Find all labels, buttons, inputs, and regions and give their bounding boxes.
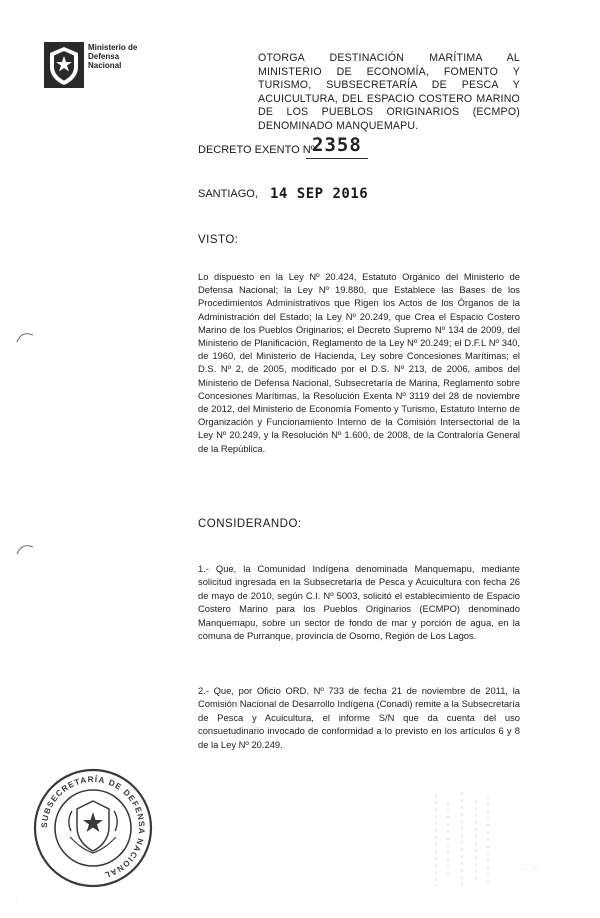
margin-scan-mark	[14, 542, 36, 556]
considerando-paragraph: 1.- Que, la Comunidad Indígena denominada Manquemapu, mediante solicitud ingresada en la Subsecretaría de Pesca y Acuicultura con fecha 26 de mayo de 2010, según C.I. Nº 5003, solicitó el establecimiento de Espacio Costero Marino para los Pueblos Originarios (ECMPO) denominado Manquemapu, sobre un sector de fondo de mar y porción de agua, en la comuna de Purranque, provincia de Osorno, Región de Los Lagos.	[198, 563, 520, 642]
faint-stamp-mark	[428, 788, 498, 892]
date-stamp: 14 SEP 2016	[270, 186, 369, 202]
considerando-heading: CONSIDERANDO:	[198, 518, 302, 530]
scan-dots: ·· ··	[520, 866, 542, 873]
ministry-name-line: Nacional	[88, 61, 122, 70]
coat-of-arms-icon	[42, 40, 86, 90]
visto-heading: VISTO:	[198, 234, 239, 246]
ministry-name-line: Defensa	[88, 52, 120, 61]
city-label: SANTIAGO,	[198, 188, 258, 200]
ministry-name	[88, 43, 154, 70]
considerando-paragraph: 2.- Que, por Oficio ORD. Nº 733 de fecha 21 de noviembre de 2011, la Comisión Nacional de Desarrollo Indígena (Conadi) remite a la Subsecretaría de Pesca y Acuicultura, el informe S/N que da cuenta del uso consuetudinario invocado de conformidad a lo previsto en los artículos 6 y 8 de la Ley Nº 20.249.	[198, 685, 520, 750]
margin-scan-mark	[14, 330, 36, 344]
ministry-logo	[42, 40, 154, 90]
decree-number-stamp: 2358	[312, 134, 362, 156]
ministry-name-line: Ministerio de	[88, 43, 138, 52]
stamp-ring-text: SUBSECRETARÍA DE DEFENSA NACIONAL	[39, 774, 147, 880]
official-round-stamp	[30, 765, 156, 891]
stamp-emblem-icon	[69, 801, 117, 853]
visto-paragraph: Lo dispuesto en la Ley Nº 20.424, Estatuto Orgánico del Ministerio de Defensa Nacional; la Ley Nº 19.880, que Establece las Bases de los Procedimientos Administrativos que Rigen los Actos de los Órganos de la Administración del Estado; la Ley Nº 20.249, que Crea el Espacio Costero Marino de los Pueblos Originarios; el Decreto Supremo Nº 134 de 2009, del Ministerio de Planificación, Reglamento de la Ley Nº 20.249; el D.F.L Nº 340, de 1960, del Ministerio de Hacienda, Ley sobre Concesiones Marítimas; el D.S. Nº 2, de 2005, modificado por el D.S. Nº 213, de 2006, ambos del Ministerio de Defensa Nacional, Subsecretaría de Marina, Reglamento sobre Concesiones Marítimas, la Resolución Exenta Nº 3119 del 28 de noviembre de 2012, del Ministerio de Economía Fomento y Turismo, Estatuto Interno de Organización y Funcionamiento Interno de la Comisión Intersectorial de la Ley Nº 20.249, y la Resolución Nº 1.600, de 2008, de la Contraloría General de la República.	[198, 271, 520, 454]
decree-title: OTORGA DESTINACIÓN MARÍTIMA AL MINISTERIO DE ECONOMÍA, FOMENTO Y TURISMO, SUBSECRETARÍA DE PESCA Y ACUICULTURA, DEL ESPACIO COSTERO MARINO DE LOS PUEBLOS ORIGINARIOS (ECMPO) DENOMINADO MANQUEMAPU.	[258, 52, 520, 132]
scan-dots: ·	[16, 896, 21, 903]
decree-number-underline	[306, 158, 368, 159]
decree-label: DECRETO EXENTO Nº	[198, 144, 315, 156]
